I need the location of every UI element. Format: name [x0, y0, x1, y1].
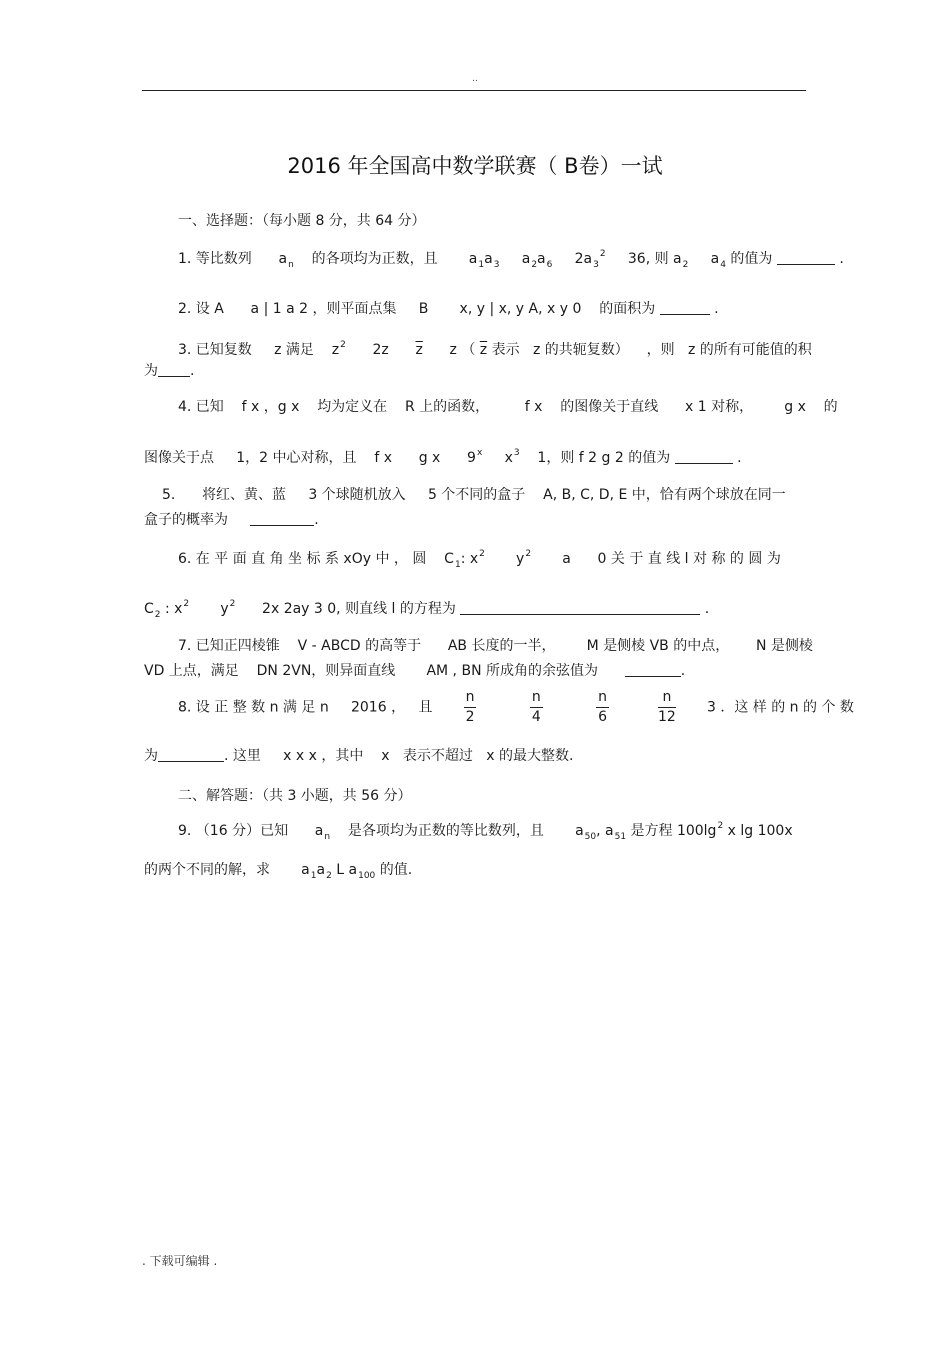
header-mark: ..	[472, 74, 478, 84]
header-rule	[142, 90, 806, 91]
question-4-line-2: 图像关于点 1，2 中心对称，且 f x g x 9$^x$ $x^3$ 1，则 f 2 g 2 的值为 .	[144, 448, 742, 466]
fraction-n-2: $\frac{n}{2}$	[465, 689, 475, 725]
answer-blank	[158, 362, 190, 377]
question-8-line-2: 为 . 这里 x x x ，其中 x 表示不超过 x 的最大整数.	[144, 748, 574, 764]
section-heading-choice: 一、选择题：（每小题 8 分，共 64 分）	[178, 213, 426, 229]
question-9-line-1: 9. （16 分）已知 $a_n$ 是各项均为正数的等比数列，且 $a_{50}$, $a_{51}$ 是方程 $100\lg^2$ x lg 100x	[178, 821, 793, 842]
question-7-line-1: 7. 已知正四棱锥 V - ABCD 的高等于 AB 长度的一半， M 是侧棱 VB 的中点， N 是侧棱	[178, 638, 813, 654]
question-3-line-2: 为 .	[144, 363, 195, 379]
question-8-line-1: 8. 设 正 整 数 n 满 足 n 2016 ， 且 $\frac{n}{2}$ $\frac{n}{4}$ $\frac{n}{6}$ $\frac{n}{12}$ 3 ．这 样 的 n 的 个 数	[178, 689, 854, 725]
answer-blank	[460, 600, 700, 615]
question-2: 2. 设 A a | 1 a 2 ，则平面点集 B x, y | x, y A, x y 0 的面积为 .	[178, 301, 719, 317]
answer-blank	[250, 511, 314, 526]
question-3-line-1: 3. 已知复数 z 满足 $z^2$ 2z $\overline{z}$ z （ $\overline{z}$ 表示 z 的共轭复数） ，则 z 的所有可能值的积	[178, 340, 812, 358]
answer-blank	[777, 250, 835, 265]
question-5-line-1: 5. 将红、黄、蓝 3 个球随机放入 5 个不同的盒子 A, B, C, D, E 中，恰有两个球放在同一	[162, 487, 786, 503]
answer-blank	[625, 662, 681, 677]
footer-note: . 下载可编辑 .	[142, 1254, 218, 1268]
fraction-n-4: $\frac{n}{4}$	[531, 689, 541, 725]
question-6-line-2: $C_2$ : $x^2$ $y^2$ 2x 2ay 3 0, 则直线 l 的方程为 .	[144, 599, 710, 620]
question-1: 1. 等比数列 $a_n$ 的各项均为正数，且 $a_1a_3$ $a_2a_6$ $2a_3^2$ 36, 则 $a_2$ $a_4$ 的值为 .	[178, 249, 844, 270]
question-5-line-2: 盒子的概率为 .	[144, 512, 319, 528]
page-title: 2016 年全国高中数学联赛（ B卷）一试	[287, 154, 663, 178]
question-9-line-2: 的两个不同的解，求 $a_1a_2$ L $a_{100}$ 的值.	[144, 862, 413, 881]
fraction-n-12: $\frac{n}{12}$	[657, 689, 676, 725]
answer-blank	[158, 747, 224, 762]
section-heading-answer: 二、解答题：（共 3 小题，共 56 分）	[178, 788, 412, 804]
answer-blank	[660, 300, 710, 315]
question-6-line-1: 6. 在 平 面 直 角 坐 标 系 xOy 中 ， 圆 $C_1$: $x^2$ $y^2$ a 0 关 于 直 线 l 对 称 的 圆 为	[178, 549, 781, 570]
fraction-n-6: $\frac{n}{6}$	[598, 689, 608, 725]
question-7-line-2: VD 上点，满足 DN 2VN，则异面直线 AM , BN 所成角的余弦值为 .	[144, 663, 686, 679]
question-4-line-1: 4. 已知 f x ，g x 均为定义在 R 上的函数， f x 的图像关于直线 x 1 对称， g x 的	[178, 399, 838, 415]
answer-blank	[675, 449, 733, 464]
